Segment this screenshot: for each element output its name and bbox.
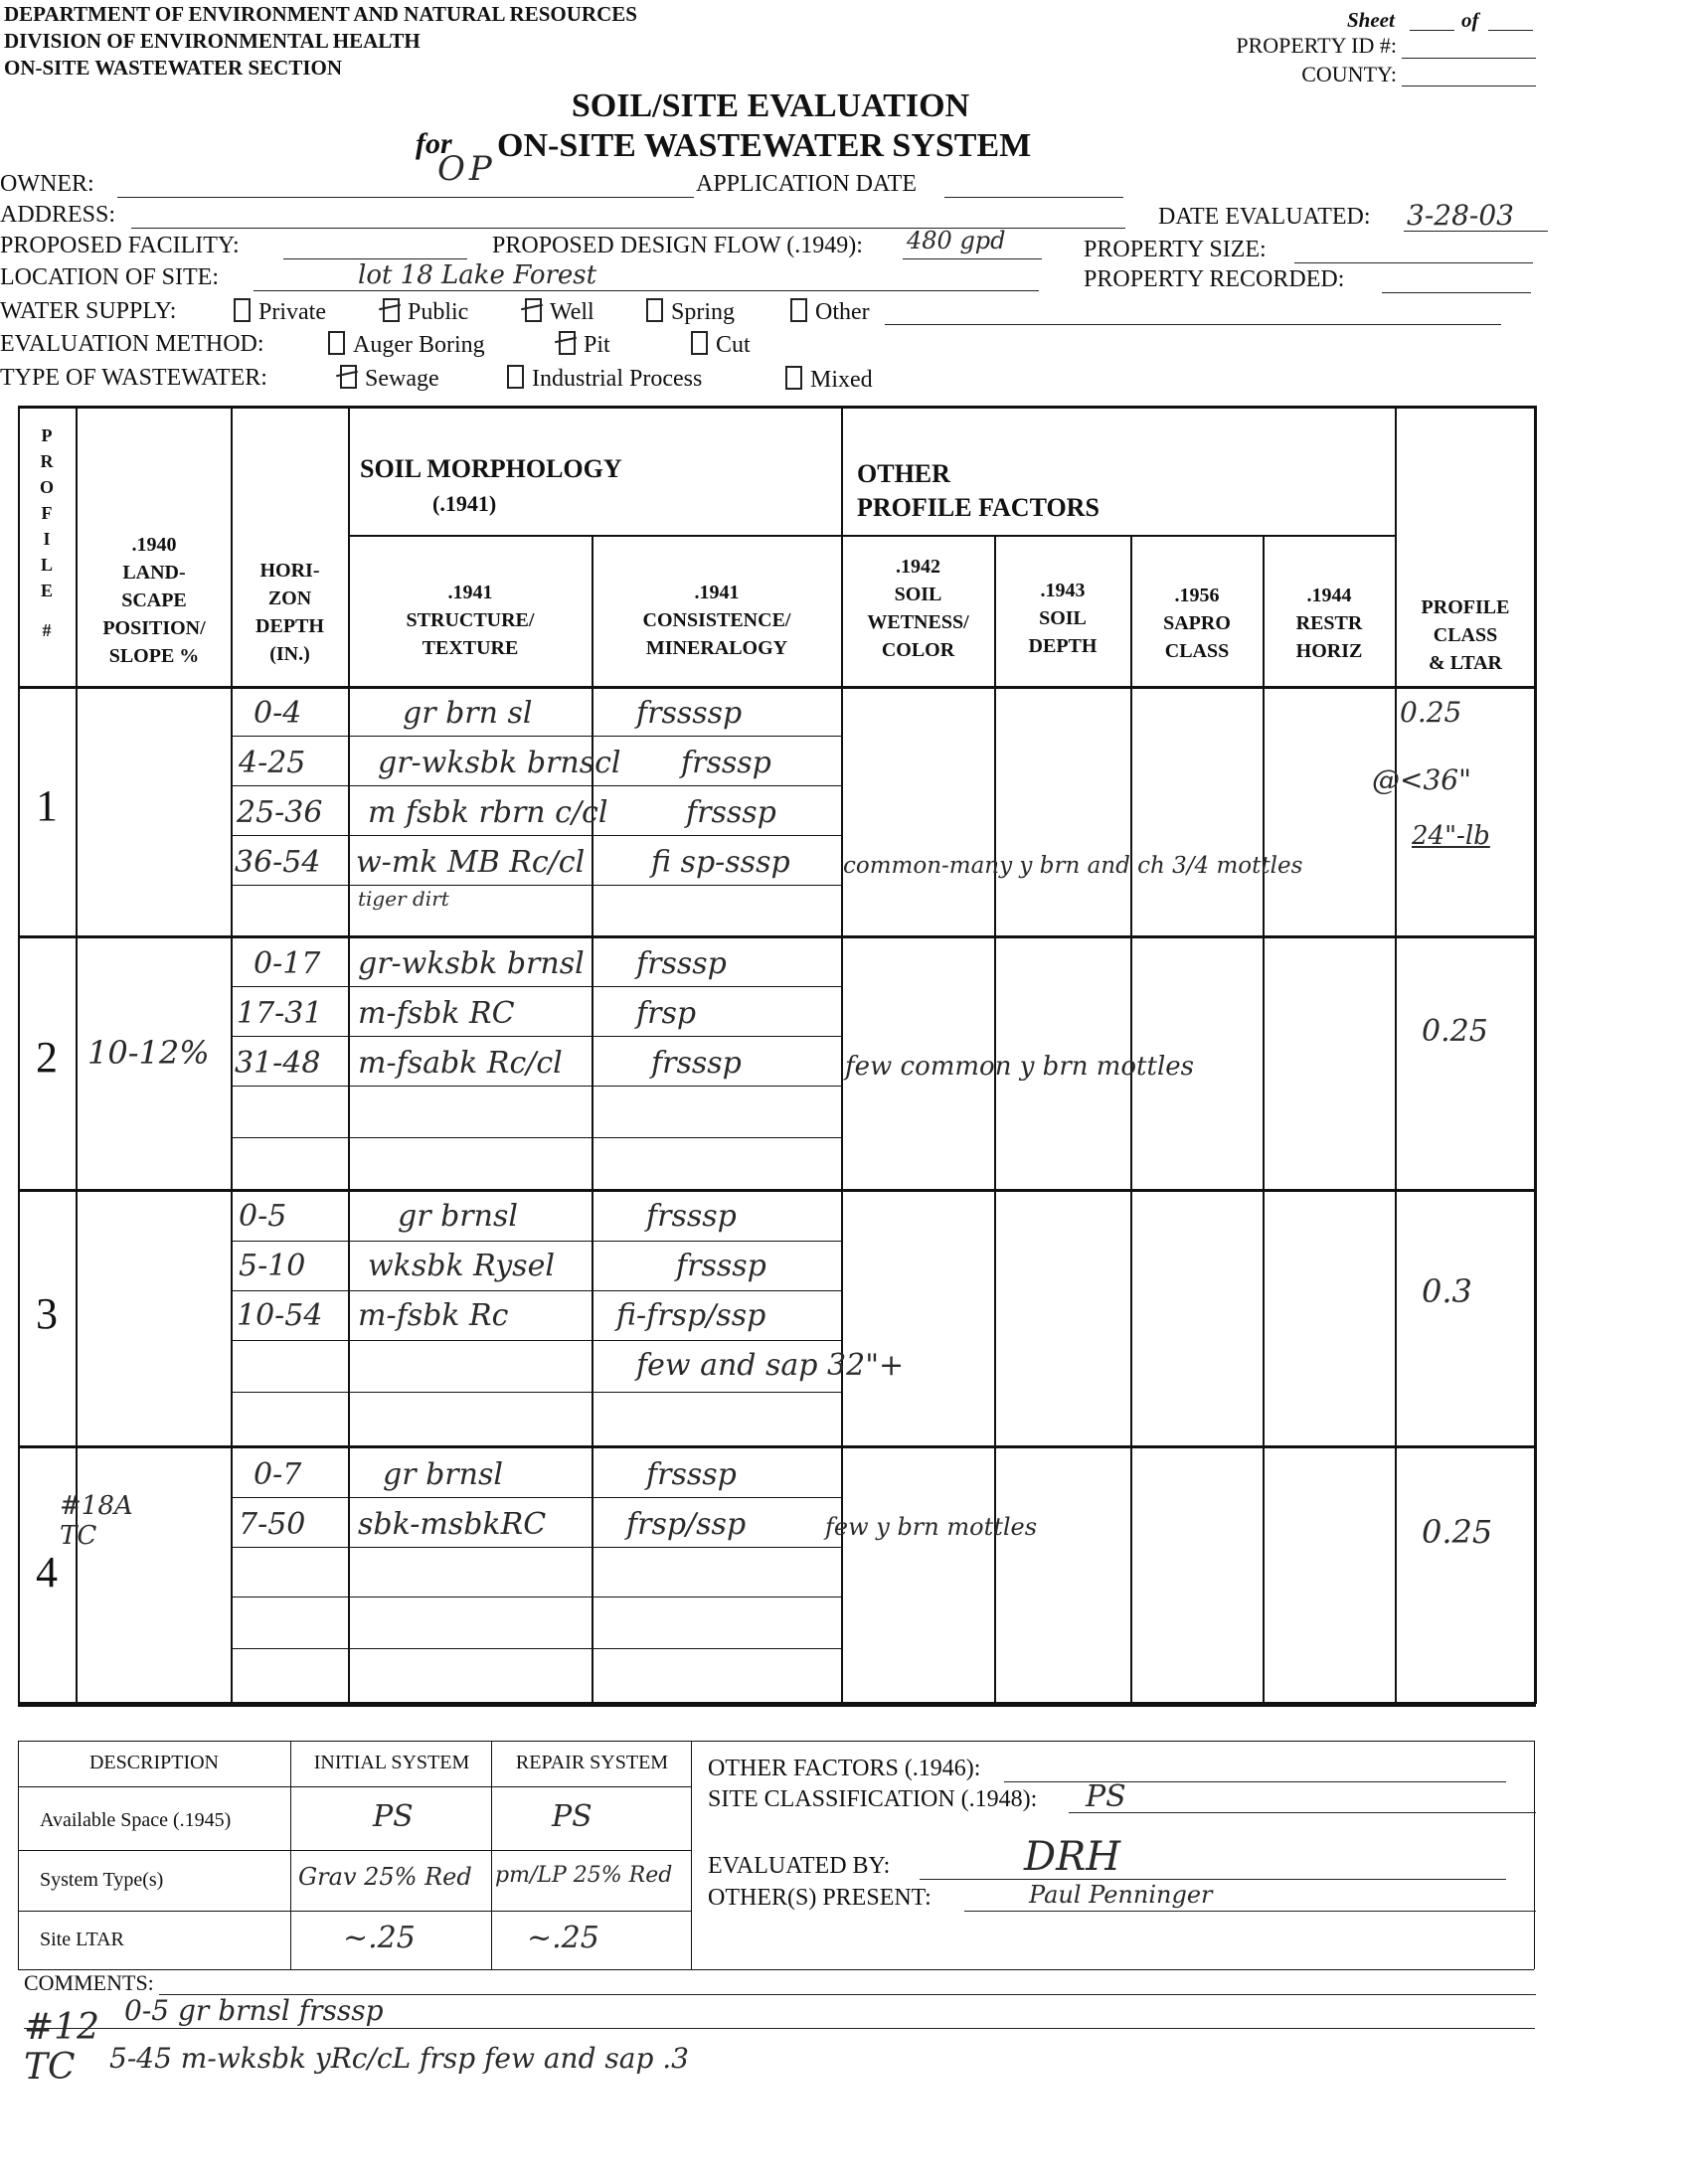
- header-line: CLASS: [1433, 624, 1498, 646]
- site-classification-label: SITE CLASSIFICATION (.1948):: [708, 1786, 1038, 1812]
- other-profile-header: OTHER: [857, 459, 950, 488]
- property-recorded-label: PROPERTY RECORDED:: [1084, 266, 1345, 292]
- available-space-repair: PS: [552, 1799, 593, 1834]
- header-line: MINERALOGY: [645, 637, 788, 659]
- mixed-option[interactable]: [785, 366, 873, 394]
- private-label: Private: [258, 299, 326, 325]
- landscape-note: #18A TC: [60, 1491, 133, 1551]
- county-line: [1402, 85, 1536, 86]
- industrial-label: Industrial Process: [532, 366, 703, 392]
- auger-label: Auger Boring: [353, 332, 485, 358]
- profile-letter: E: [40, 581, 53, 600]
- summary-row-line: [18, 1911, 691, 1912]
- cut-option[interactable]: [691, 331, 751, 359]
- profile-class-value: 0.25: [1400, 696, 1462, 729]
- horizon-row-line: [231, 835, 842, 836]
- structure-texture: m-fsbk RC: [358, 996, 515, 1031]
- profile-letter: I: [43, 529, 51, 549]
- structure-texture: w-mk MB Rc/cl: [356, 845, 586, 880]
- spring-checkbox[interactable]: [646, 298, 663, 322]
- site-classification-field[interactable]: [1069, 1812, 1536, 1813]
- header-line: CONSISTENCE/: [642, 609, 791, 631]
- horizon-depth: 31-48: [235, 1046, 321, 1081]
- system-type-repair: pm/LP 25% Red: [495, 1863, 673, 1888]
- wetness-header: [843, 553, 993, 664]
- of-label: of: [1461, 8, 1479, 32]
- landscape-header: [80, 531, 229, 670]
- summary-col-divider: [691, 1741, 692, 1969]
- col-divider-sapro: [1263, 537, 1265, 1704]
- profile-letter: P: [41, 425, 53, 445]
- horizon-row-line: [231, 1137, 842, 1138]
- available-space-initial: PS: [373, 1799, 414, 1834]
- header-line: DEPTH: [255, 615, 324, 637]
- well-checkbox[interactable]: [525, 298, 542, 322]
- title-for: for: [416, 127, 452, 160]
- comment-prefix: #12 TC: [24, 2007, 99, 2088]
- profile-class-value: 0.25: [1422, 1014, 1488, 1049]
- cut-checkbox[interactable]: [691, 331, 708, 355]
- summary-left-border: [18, 1741, 19, 1969]
- header-line: .1944: [1306, 585, 1352, 606]
- consistence: frsssp: [681, 746, 771, 780]
- horizon-depth: 17-31: [237, 996, 323, 1031]
- pit-checkbox[interactable]: [559, 331, 576, 355]
- consistence: frsp: [636, 996, 697, 1031]
- col-divider-soil-depth: [1130, 537, 1132, 1704]
- water-other-option[interactable]: [790, 298, 870, 326]
- header-line: & LTAR: [1429, 652, 1502, 674]
- property-id-line: [1402, 58, 1536, 59]
- consistence: frsssp: [636, 946, 727, 981]
- horizon-row-line: [231, 986, 842, 987]
- summary-col-divider: [491, 1741, 492, 1969]
- evaluated-by-label: EVALUATED BY:: [708, 1853, 891, 1879]
- location-value: lot 18 Lake Forest: [358, 260, 597, 290]
- public-label: Public: [408, 299, 469, 325]
- horizon-depth: 7-50: [239, 1507, 306, 1542]
- horizon-row-line: [231, 1497, 842, 1498]
- form-subtitle: ON-SITE WASTEWATER SYSTEM: [497, 127, 1032, 164]
- department-line-2: DIVISION OF ENVIRONMENTAL HEALTH: [4, 29, 421, 53]
- profile-class-value: 24"-lb: [1412, 821, 1490, 851]
- others-present-label: OTHER(S) PRESENT:: [708, 1885, 932, 1911]
- other-factors-label: OTHER FACTORS (.1946):: [708, 1756, 981, 1781]
- header-line: .1956: [1174, 585, 1220, 606]
- profile-class-value: @<36": [1372, 763, 1471, 796]
- horizon-row-line: [231, 1290, 842, 1291]
- restr-horiz-header: [1265, 582, 1394, 665]
- industrial-checkbox[interactable]: [507, 365, 524, 389]
- horizon-row-line: [231, 1648, 842, 1649]
- profile-separator: [18, 935, 1536, 938]
- wetness-note: few and sap 32"+: [636, 1348, 905, 1383]
- of-line: [1488, 30, 1533, 31]
- location-field[interactable]: [254, 290, 1039, 291]
- header-line: SOIL: [894, 584, 942, 605]
- summary-bottom-border: [18, 1969, 1534, 1970]
- site-classification-value: PS: [1086, 1779, 1126, 1814]
- horizon-depth: 25-36: [237, 795, 323, 830]
- soil-morphology-header: SOIL MORPHOLOGY: [360, 454, 622, 483]
- county-label: COUNTY:: [1301, 62, 1397, 86]
- sheet-label: Sheet: [1347, 8, 1395, 32]
- owner-field[interactable]: [117, 197, 694, 198]
- sewage-checkbox[interactable]: [340, 365, 357, 389]
- initial-system-header: INITIAL SYSTEM: [313, 1752, 470, 1773]
- horizon-depth: 0-4: [254, 696, 302, 731]
- horizon-row-line: [231, 785, 842, 786]
- horizon-depth: 36-54: [235, 845, 321, 880]
- horizon-row-line: [231, 1241, 842, 1242]
- auger-boring-option[interactable]: [328, 331, 485, 359]
- profile-number: 2: [36, 1033, 58, 1082]
- header-line: DEPTH: [1028, 635, 1098, 657]
- header-line: LAND-: [122, 562, 186, 584]
- profile-column-header: [35, 422, 59, 643]
- department-line-3: ON-SITE WASTEWATER SECTION: [4, 56, 342, 80]
- date-evaluated-field[interactable]: [1404, 231, 1548, 232]
- soil-morphology-code: (.1941): [432, 491, 497, 516]
- water-other-field[interactable]: [885, 324, 1501, 325]
- owner-label: OWNER:: [0, 171, 94, 197]
- structure-texture: gr brn sl: [403, 696, 533, 731]
- header-subdivider: [348, 535, 1395, 537]
- repair-system-header: REPAIR SYSTEM: [515, 1752, 669, 1773]
- sewage-option[interactable]: [340, 365, 439, 393]
- table-top-border: [18, 406, 1536, 409]
- others-present-field[interactable]: [964, 1911, 1536, 1912]
- evaluated-by-field[interactable]: [920, 1879, 1506, 1880]
- other-checkbox[interactable]: [790, 298, 807, 322]
- header-line: .1941: [447, 582, 493, 603]
- water-private-option[interactable]: [234, 298, 326, 326]
- profile-letter: R: [40, 451, 54, 471]
- structure-texture: m-fsabk Rc/cl: [358, 1046, 563, 1081]
- table-left-border: [18, 406, 20, 1704]
- header-line: SCAPE: [121, 589, 187, 611]
- proposed-facility-label: PROPOSED FACILITY:: [0, 233, 240, 258]
- horizon-row-line: [231, 1596, 842, 1597]
- structure-texture: wksbk Rysel: [368, 1249, 555, 1283]
- horizon-depth: 4-25: [239, 746, 306, 780]
- auger-checkbox[interactable]: [328, 331, 345, 355]
- profile-number: 4: [36, 1548, 58, 1596]
- header-line: .1943: [1040, 580, 1086, 601]
- table-bottom-border: [18, 1702, 1536, 1707]
- property-id-label: PROPERTY ID #:: [1236, 33, 1397, 58]
- horizon-row-line: [231, 1547, 842, 1548]
- wastewater-type-label: TYPE OF WASTEWATER:: [0, 365, 267, 391]
- profile-number: 1: [36, 781, 58, 830]
- water-well-option[interactable]: [525, 298, 594, 326]
- header-line: SLOPE %: [108, 645, 200, 667]
- structure-texture: gr brnsl: [398, 1199, 518, 1234]
- structure-texture-header: [350, 579, 591, 662]
- property-recorded-field[interactable]: [1382, 292, 1531, 293]
- summary-right-border: [1534, 1741, 1535, 1969]
- profile-separator: [18, 1189, 1536, 1192]
- comments-line[interactable]: [24, 2028, 1535, 2029]
- header-line: ZON: [267, 588, 312, 609]
- department-line-1: DEPARTMENT OF ENVIRONMENT AND NATURAL RESOURCES: [4, 2, 637, 26]
- header-line: SAPRO: [1163, 612, 1231, 634]
- structure-texture: gr brnsl: [383, 1457, 503, 1492]
- horizon-depth: 5-10: [239, 1249, 306, 1283]
- address-label: ADDRESS:: [0, 202, 116, 228]
- structure-texture: m-fsbk Rc: [358, 1298, 509, 1333]
- pit-label: Pit: [584, 332, 610, 358]
- horizon-depth: 0-7: [254, 1457, 302, 1492]
- consistence: frsssp: [646, 1199, 737, 1234]
- other-factors-field[interactable]: [1004, 1781, 1506, 1782]
- horizon-depth-header: [233, 557, 347, 668]
- header-line: .1940: [131, 534, 177, 556]
- profile-separator: [18, 1445, 1536, 1448]
- horizon-depth: 0-17: [254, 946, 321, 981]
- site-ltar-initial: ~.25: [343, 1921, 416, 1955]
- profile-letter: O: [39, 477, 54, 497]
- cut-label: Cut: [716, 332, 751, 358]
- horizon-depth: 10-54: [237, 1298, 323, 1333]
- consistence-header: [593, 579, 840, 662]
- header-line: TEXTURE: [422, 637, 519, 659]
- consistence: fi-frsp/ssp: [616, 1298, 766, 1333]
- horizon-depth: 0-5: [239, 1199, 287, 1234]
- spring-label: Spring: [671, 299, 736, 325]
- summary-row-line: [18, 1850, 691, 1851]
- water-spring-option[interactable]: [646, 298, 735, 326]
- wetness-note: few y brn mottles: [825, 1513, 1038, 1541]
- profile-class-value: 0.3: [1422, 1272, 1472, 1310]
- title-scribble: OP: [437, 149, 496, 189]
- profile-class-header: [1397, 593, 1534, 677]
- summary-col-divider: [290, 1741, 291, 1969]
- header-line: CLASS: [1164, 640, 1230, 662]
- consistence: frssssp: [636, 696, 743, 731]
- soil-depth-header: [996, 577, 1129, 660]
- header-line: HORI-: [259, 560, 320, 582]
- water-public-option[interactable]: [383, 298, 468, 326]
- header-line: WETNESS/: [867, 611, 969, 633]
- horizon-row-line: [231, 1392, 842, 1393]
- site-ltar-repair: ~.25: [527, 1921, 599, 1955]
- header-line: SOIL: [1039, 607, 1087, 629]
- comment-line-1: 0-5 gr brnsl frsssp: [124, 1994, 384, 2027]
- date-evaluated-value: 3-28-03: [1407, 199, 1514, 232]
- sewage-label: Sewage: [365, 366, 439, 392]
- structure-texture: gr-wksbk brnsl: [358, 946, 585, 981]
- property-size-label: PROPERTY SIZE:: [1084, 237, 1267, 262]
- system-type-initial: Grav 25% Red: [298, 1863, 472, 1891]
- structure-texture: m fsbk rbrn c/cl: [368, 795, 608, 830]
- summary-top-border: [18, 1741, 1534, 1742]
- horizon-row-line: [231, 885, 842, 886]
- location-label: LOCATION OF SITE:: [0, 264, 219, 290]
- evaluated-by-signature: DRH: [1024, 1834, 1121, 1880]
- industrial-option[interactable]: [507, 365, 702, 393]
- header-line: COLOR: [881, 639, 955, 661]
- evaluation-method-label: EVALUATION METHOD:: [0, 331, 264, 357]
- water-supply-label: WATER SUPPLY:: [0, 298, 177, 324]
- well-label: Well: [550, 299, 594, 325]
- date-evaluated-label: DATE EVALUATED:: [1158, 204, 1371, 230]
- consistence: fi sp-sssp: [651, 845, 790, 880]
- others-present-value: Paul Penninger: [1029, 1881, 1213, 1909]
- property-size-field[interactable]: [1294, 262, 1533, 263]
- design-flow-label: PROPOSED DESIGN FLOW (.1949):: [492, 233, 863, 258]
- consistence: frsssp: [651, 1046, 742, 1081]
- proposed-facility-field[interactable]: [283, 258, 467, 259]
- consistence: frsssp: [686, 795, 776, 830]
- profile-class-value: 0.25: [1422, 1513, 1493, 1551]
- horizon-row-line: [231, 736, 842, 737]
- design-flow-field[interactable]: [903, 258, 1042, 259]
- private-checkbox[interactable]: [234, 298, 251, 322]
- application-date-field[interactable]: [944, 197, 1123, 198]
- wetness-note: common-many y brn and ch 3/4 mottles: [843, 853, 1303, 879]
- form-title: SOIL/SITE EVALUATION: [571, 87, 970, 124]
- consistence: frsssp: [646, 1457, 737, 1492]
- sapro-class-header: [1132, 582, 1262, 665]
- application-date-label: APPLICATION DATE: [696, 171, 917, 197]
- header-line: STRUCTURE/: [406, 609, 535, 631]
- comment-line-2: 5-45 m-wksbk yRc/cL frsp few and sap .3: [109, 2042, 689, 2075]
- profile-number: 3: [36, 1289, 58, 1338]
- system-type-label: System Type(s): [40, 1869, 164, 1891]
- structure-texture: gr-wksbk brnscl: [378, 746, 621, 780]
- mixed-label: Mixed: [810, 367, 873, 393]
- public-checkbox[interactable]: [383, 298, 400, 322]
- header-line: POSITION/: [102, 617, 206, 639]
- horizon-row-line: [231, 1036, 842, 1037]
- horizon-row-line: [231, 1340, 842, 1341]
- profile-letter: L: [40, 555, 53, 575]
- summary-row-line: [18, 1786, 691, 1787]
- available-space-label: Available Space (.1945): [40, 1809, 232, 1831]
- consistence: frsssp: [676, 1249, 766, 1283]
- profile-letter: #: [42, 620, 52, 640]
- landscape-slope: 10-12%: [87, 1034, 210, 1072]
- mixed-checkbox[interactable]: [785, 366, 802, 390]
- header-line: (IN.): [269, 643, 310, 665]
- consistence: frsp/ssp: [626, 1507, 747, 1542]
- structure-texture: sbk-msbkRC: [358, 1507, 547, 1542]
- description-header: DESCRIPTION: [88, 1752, 219, 1773]
- comments-label: COMMENTS:: [24, 1970, 154, 1995]
- header-bottom-border: [18, 686, 1536, 689]
- pit-option[interactable]: [559, 331, 610, 359]
- header-line: RESTR: [1295, 612, 1363, 634]
- wetness-note: few common y brn mottles: [845, 1052, 1194, 1082]
- table-right-border: [1534, 406, 1537, 1704]
- horizon-row-line: [231, 1086, 842, 1087]
- header-line: .1942: [896, 556, 940, 578]
- design-flow-value: 480 gpd: [907, 227, 1006, 254]
- horizon-note: tiger dirt: [358, 887, 449, 911]
- profile-letter: F: [41, 503, 53, 523]
- header-line: .1941: [694, 582, 740, 603]
- header-line: HORIZ: [1295, 640, 1363, 662]
- other-label: Other: [815, 299, 870, 325]
- sheet-line: [1410, 30, 1454, 31]
- header-line: PROFILE: [1421, 596, 1510, 618]
- site-ltar-label: Site LTAR: [40, 1929, 124, 1950]
- other-profile-header-2: PROFILE FACTORS: [857, 493, 1100, 522]
- col-divider-structure: [592, 537, 593, 1704]
